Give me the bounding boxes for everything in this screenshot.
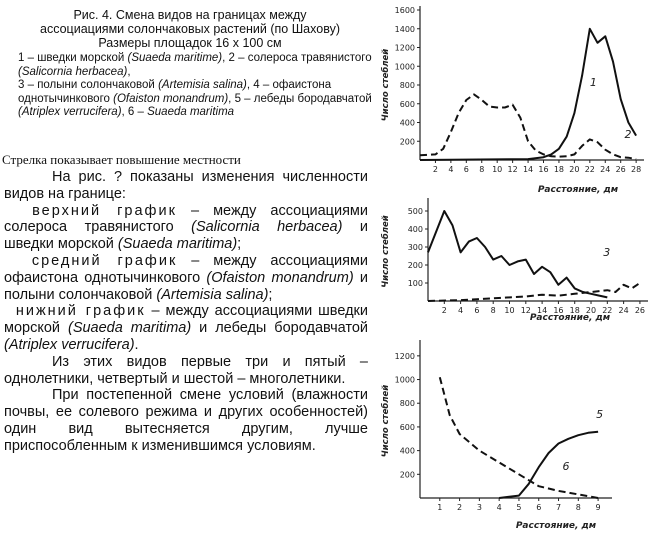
y-tick-label: 800 <box>399 399 415 409</box>
legend-1: 1 – шведки морской (Suaeda maritime), <box>18 52 229 64</box>
y-tick-label: 600 <box>399 422 415 432</box>
x-tick-label: 8 <box>490 306 496 315</box>
x-tick-label: 16 <box>553 306 564 315</box>
x-tick-label: 14 <box>537 306 548 315</box>
x-tick-label: 3 <box>476 503 482 512</box>
y-axis-label: Число стеблей <box>381 48 391 122</box>
x-tick-label: 4 <box>448 165 454 174</box>
x-tick-label: 6 <box>463 165 469 174</box>
series-line-4 <box>428 283 640 301</box>
x-axis-label: Расстояние, дм <box>537 185 619 195</box>
series-label-6: 6 <box>562 460 570 473</box>
y-tick-label: 500 <box>407 207 423 216</box>
chart-bottom <box>372 328 650 538</box>
y-tick-label: 300 <box>407 243 423 252</box>
x-tick-label: 20 <box>585 306 597 315</box>
y-tick-label: 800 <box>399 81 415 90</box>
y-tick-label: 400 <box>399 446 415 456</box>
x-tick-label: 6 <box>536 503 542 512</box>
y-tick-label: 1200 <box>394 43 415 53</box>
legend-5: 5 – лебеды бородавчатой (Atriplex verrucifera), <box>18 92 372 118</box>
series-label-3: 3 <box>603 246 611 259</box>
y-tick-label: 1000 <box>394 375 415 385</box>
caption-title-3: Размеры площадок 16 х 100 см <box>98 36 282 50</box>
series-label-2: 2 <box>624 128 632 141</box>
paragraph-top-graph: верхний график – между ассоциациями солероса травянистого (Salicornia herbacea) и шведки морской (Suaeda maritima); <box>4 202 368 253</box>
series-label-5: 5 <box>596 408 604 421</box>
chart-top <box>372 0 650 200</box>
x-tick-label: 12 <box>520 306 531 315</box>
x-tick-label: 8 <box>479 165 485 174</box>
y-tick-label: 200 <box>407 261 423 270</box>
legend-3: 3 – полыни солончаковой (Artemisia salina), <box>18 79 254 91</box>
x-tick-label: 16 <box>538 165 549 174</box>
x-tick-label: 26 <box>634 306 646 315</box>
x-axis-label: Расстояние, дм <box>515 521 597 531</box>
paragraph-middle-graph: средний график – между ассоциациями офаистона однотычинкового (Ofaiston monandrum) и полыни солончаковой (Artemisia salina); <box>4 252 369 303</box>
caption-title-2: ассоциациями солончаковых растений (по Шахову) <box>40 22 340 36</box>
series-line-2 <box>420 94 636 159</box>
y-axis-label: Число стеблей <box>381 384 391 458</box>
x-tick-label: 2 <box>441 306 447 315</box>
x-tick-label: 5 <box>516 503 522 512</box>
x-tick-label: 28 <box>631 165 642 174</box>
x-tick-label: 14 <box>522 165 534 174</box>
caption-legend <box>4 52 376 120</box>
x-tick-label: 4 <box>496 503 502 512</box>
x-tick-label: 9 <box>595 503 601 512</box>
paragraph-bottom-graph: нижний график – между ассоциациями шведки морской (Suaeda maritima) и лебеды бородавчатой (Atriplex verrucifera). <box>4 303 369 353</box>
x-tick-label: 12 <box>507 165 518 174</box>
x-axis-label: Расстояние, дм <box>529 313 611 323</box>
x-tick-label: 22 <box>602 306 613 315</box>
y-tick-label: 1200 <box>394 351 415 361</box>
series-label-1: 1 <box>589 76 597 89</box>
y-tick-label: 400 <box>407 225 423 234</box>
x-tick-label: 26 <box>615 165 626 174</box>
series-line-3 <box>428 211 607 297</box>
x-tick-label: 1 <box>437 503 443 512</box>
x-tick-label: 4 <box>458 306 464 315</box>
figure-caption <box>4 8 376 120</box>
x-tick-label: 7 <box>555 503 562 512</box>
legend-2: 2 – солероса травянистого (Salicornia herbacea), <box>18 52 372 78</box>
y-tick-label: 1000 <box>394 62 415 72</box>
y-tick-label: 400 <box>399 118 415 128</box>
y-axis-label: Число стеблей <box>381 215 391 288</box>
x-tick-label: 24 <box>618 306 629 315</box>
x-tick-label: 24 <box>600 165 611 174</box>
legend-6: 6 – Suaeda maritima <box>127 106 235 118</box>
x-tick-label: 2 <box>432 165 438 174</box>
body-text <box>4 169 368 455</box>
x-tick-label: 10 <box>504 306 515 315</box>
x-tick-label: 18 <box>569 306 580 315</box>
y-tick-label: 200 <box>399 470 415 480</box>
x-tick-label: 8 <box>575 503 581 512</box>
paragraph-life-forms: Из этих видов первые три и пятый – однолетники, четвертый и шестой – многолетники. <box>4 353 368 387</box>
chart-middle <box>372 196 650 328</box>
x-tick-label: 18 <box>553 165 565 174</box>
x-tick-label: 6 <box>474 306 480 315</box>
y-tick-label: 1600 <box>394 6 415 15</box>
charts-column <box>372 0 650 538</box>
y-tick-label: 600 <box>399 99 415 109</box>
x-tick-label: 10 <box>492 165 503 174</box>
x-tick-label: 22 <box>584 165 595 174</box>
y-tick-label: 1400 <box>394 24 415 34</box>
arrow-note: Стрелка показывает повышение местности <box>2 152 241 167</box>
paragraph-intro: На рис. ? показаны изменения численности видов на границе: <box>4 169 368 202</box>
paragraph-succession: При постепенной смене условий (влажности почвы, ее солевого режима и других особенностей) один вид вытесняется другим, лучше приспособленным к изменившимся условиям. <box>4 387 368 454</box>
x-tick-label: 20 <box>569 165 580 174</box>
caption-title-1: Рис. 4. Смена видов на границах между <box>73 8 307 22</box>
y-tick-label: 100 <box>407 279 423 288</box>
legend-4: 4 – офаистона однотычинкового (Ofaiston monandrum), <box>18 79 332 105</box>
x-tick-label: 2 <box>457 503 463 512</box>
y-tick-label: 200 <box>399 137 415 147</box>
